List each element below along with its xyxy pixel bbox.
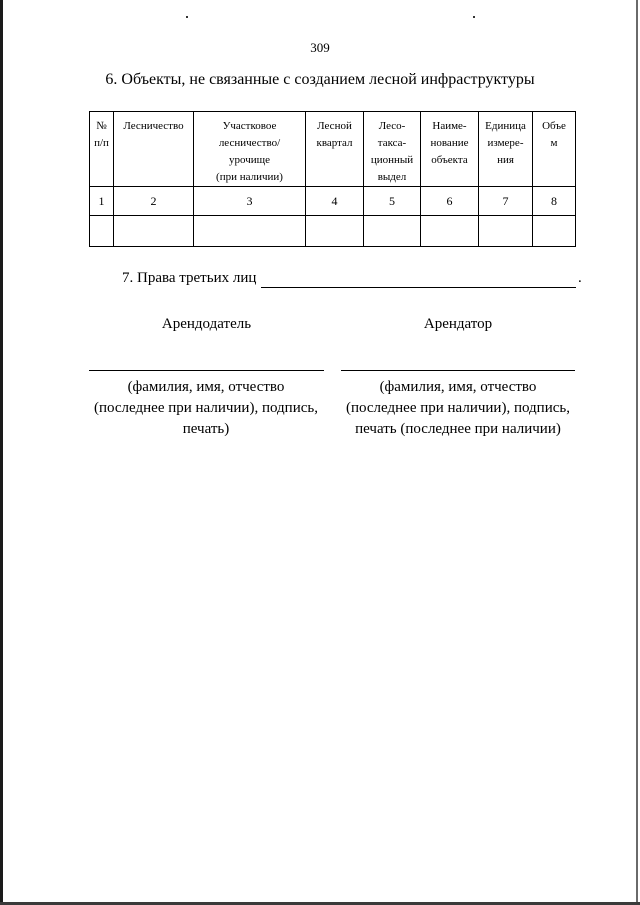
caption-line: (последнее при наличии), подпись, [94,400,318,416]
header-line: урочище [229,154,270,166]
lessor-signature-caption [76,377,336,440]
caption-line: (последнее при наличии), подпись, [346,400,570,416]
caption-line: (фамилия, имя, отчество [127,379,285,395]
header-line: № [96,120,107,132]
header-unit [479,112,533,187]
header-line: Лесной [317,120,352,132]
table-cell [364,216,421,247]
header-forestry [114,112,194,187]
objects-table [89,111,576,247]
page-edge-left [0,0,3,905]
column-number-row [90,187,576,216]
header-line: ционный [370,154,414,166]
header-line: Лесничество [123,120,184,132]
table-cell [114,216,194,247]
header-line: лесничество/ [218,137,281,149]
lessee-signature-line [341,370,575,371]
lessee-signature-caption [328,377,588,440]
header-line: (при наличии) [216,171,283,183]
third-party-rights-end-mark: . [578,270,582,286]
header-forest-quarter [306,112,364,187]
caption-line: печать) [182,421,230,437]
header-line: Наиме- [432,120,467,132]
column-number: 6 [421,187,479,216]
caption-line: (фамилия, имя, отчество [379,379,537,395]
page-number: 309 [310,40,330,55]
header-line: Объе [542,120,566,132]
page-edge-right [636,0,638,905]
header-line: выдел [377,171,407,183]
header-line: квартал [316,137,353,149]
column-number: 5 [364,187,421,216]
third-party-rights-label: 7. Права третьих лиц [122,270,257,286]
lessor-title: Арендодатель [161,316,252,332]
table-cell [90,216,114,247]
section-heading: 6. Объекты, не связанные с созданием лесной инфраструктуры [105,71,535,88]
table-cell [533,216,576,247]
column-number: 7 [479,187,533,216]
header-line: ния [497,154,514,166]
table-cell [194,216,306,247]
caption-line: печать (последнее при наличии) [355,421,561,437]
table-cell [479,216,533,247]
header-volume [533,112,576,187]
lessee-title: Арендатор [423,316,493,332]
header-line: объекта [431,154,468,166]
header-taxation-unit [364,112,421,187]
column-number: 8 [533,187,576,216]
scan-speck [186,16,188,18]
header-line: Участковое [222,120,277,132]
column-number: 3 [194,187,306,216]
header-object-name [421,112,479,187]
table-cell [306,216,364,247]
header-line: такса- [377,137,407,149]
scan-speck [473,16,475,18]
column-number: 1 [90,187,114,216]
header-row-number [90,112,114,187]
table-header-row [90,112,576,187]
third-party-rights-fill-line [261,287,576,288]
table-row [90,216,576,247]
header-line: измере- [487,137,524,149]
header-line: Лесо- [378,120,406,132]
column-number: 4 [306,187,364,216]
header-line: п/п [94,137,109,149]
table-cell [421,216,479,247]
header-line: нование [430,137,469,149]
header-line: м [550,137,558,149]
lessor-signature-line [89,370,324,371]
header-district-forestry [194,112,306,187]
header-line: Единица [485,120,526,132]
column-number: 2 [114,187,194,216]
